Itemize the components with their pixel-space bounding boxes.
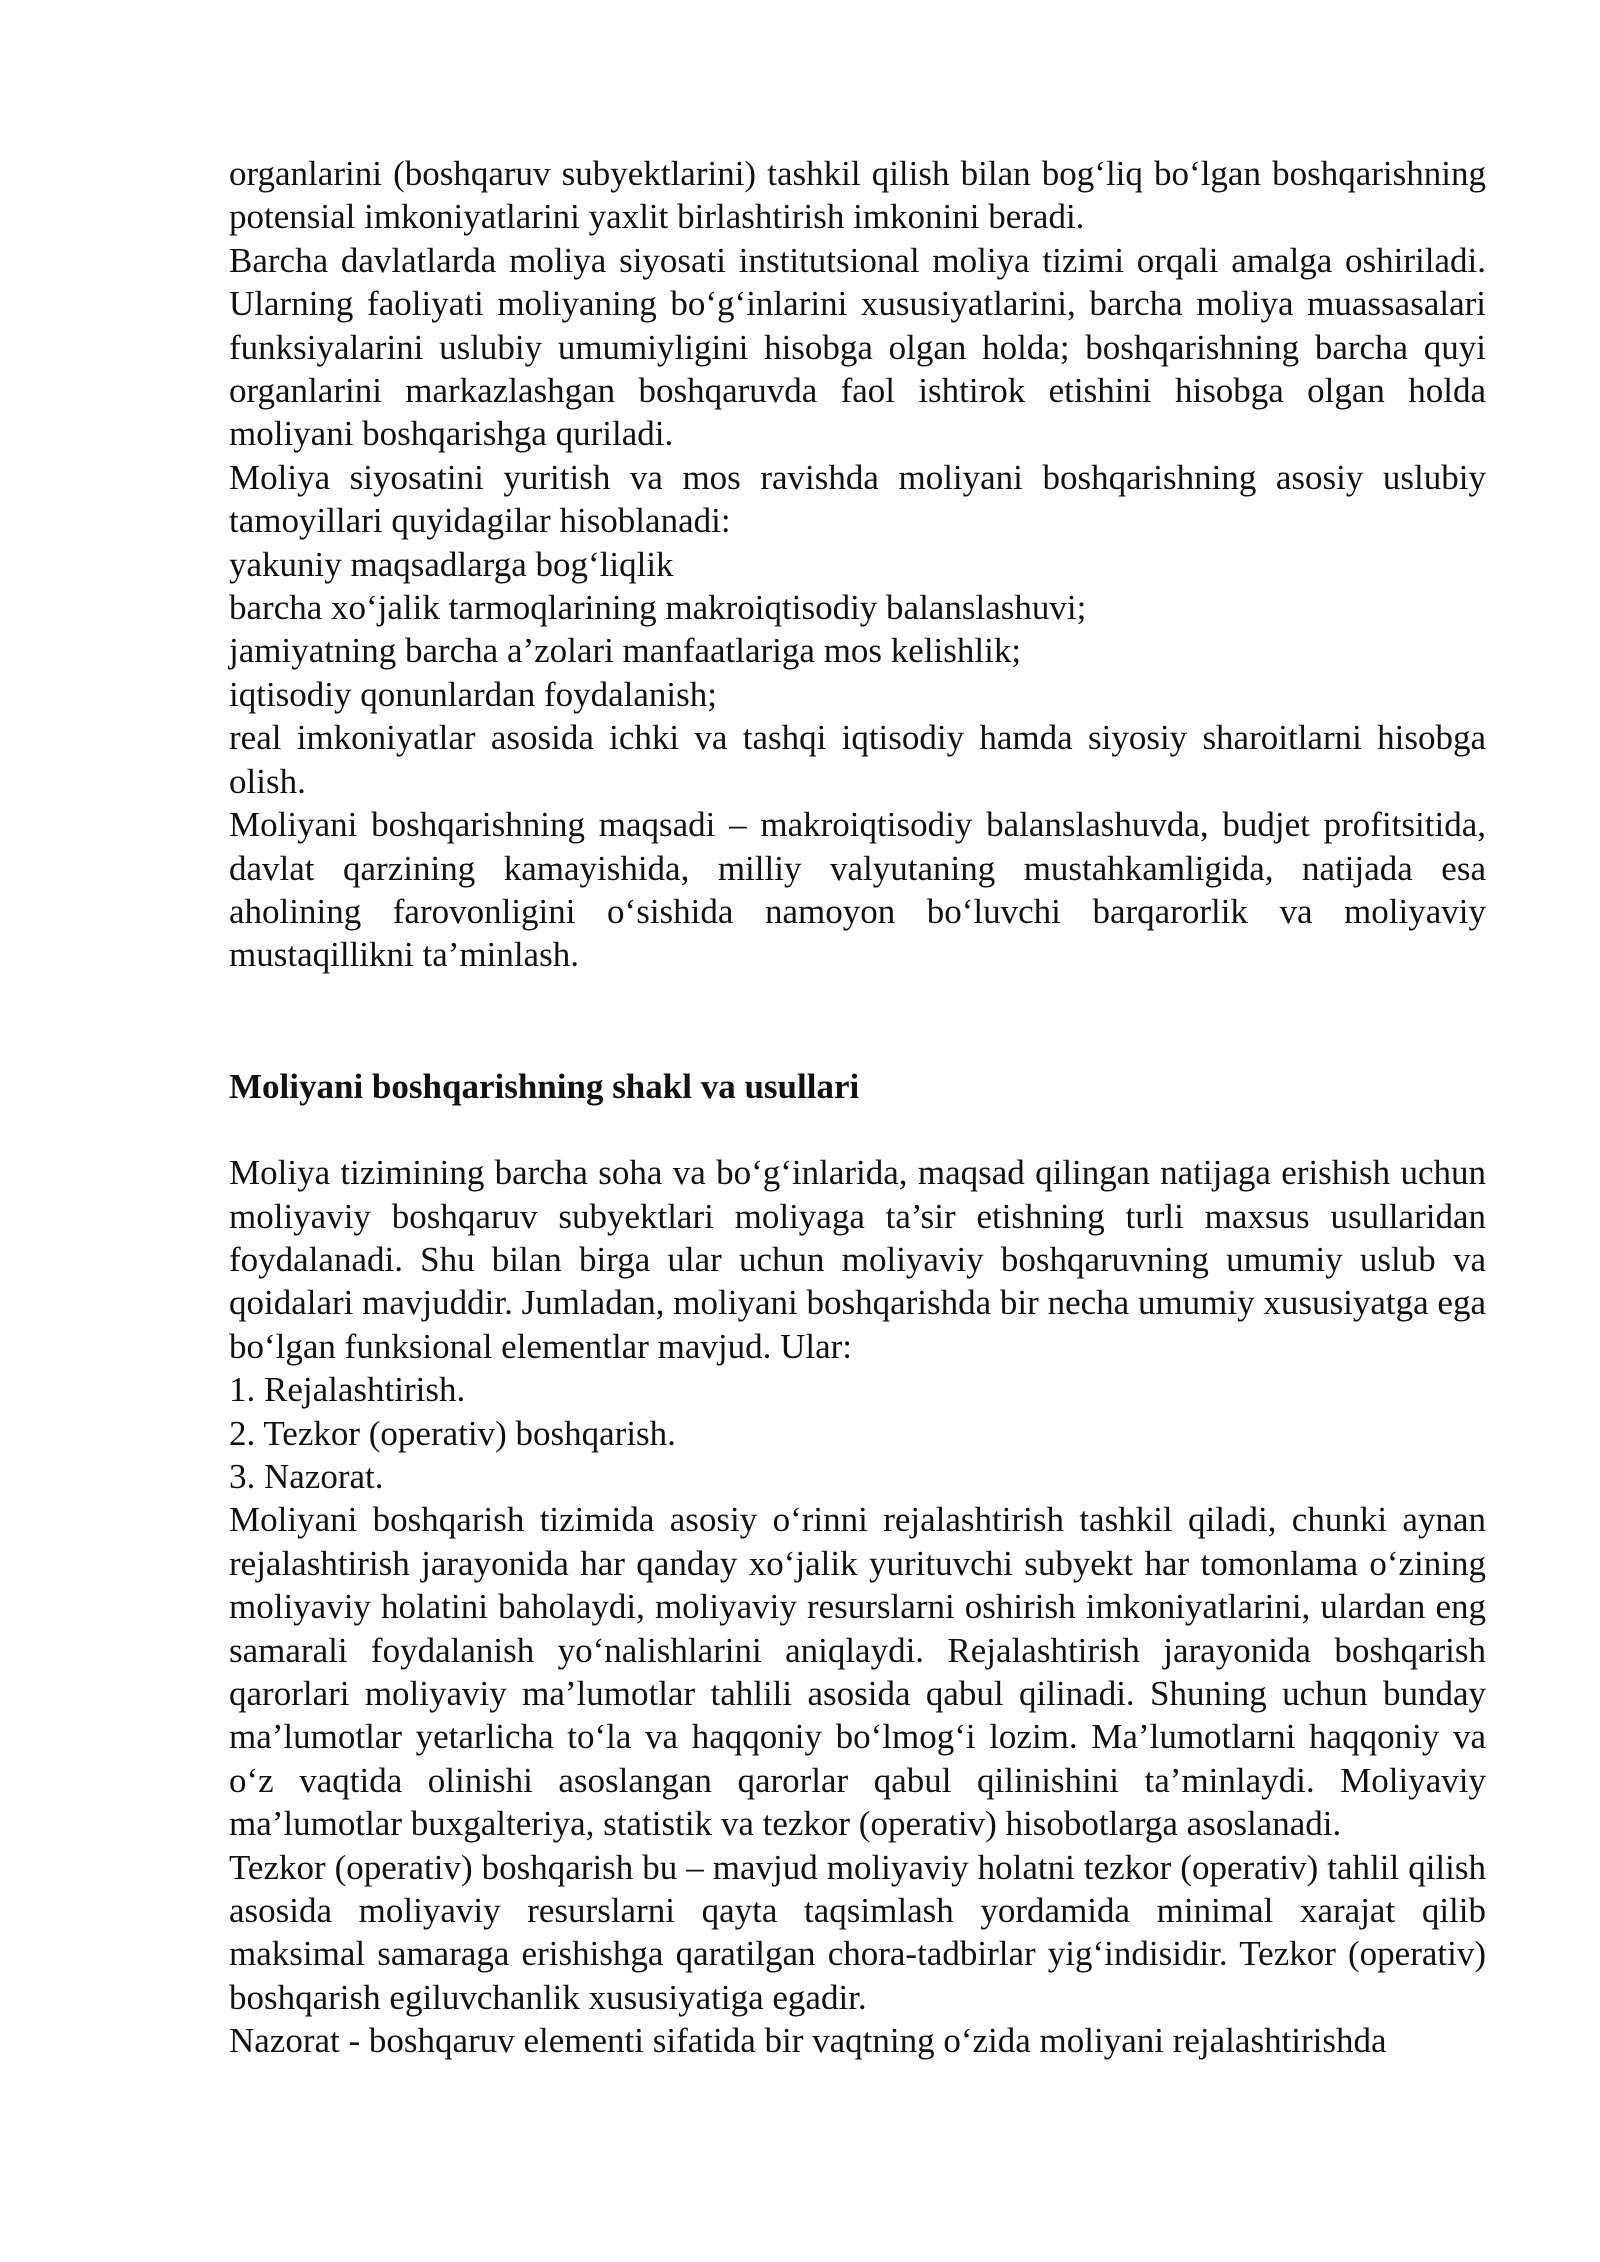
document-page (229, 152, 1486, 2063)
planning-paragraph: Moliyani boshqarish tizimida asosiy o‘rinni rejalashtirish tashkil qiladi, chunki aynan rejalashtirish jarayonida har qanday xo‘jalik yurituvchi subyekt har tomonlama o‘zining moliyaviy holatini baholaydi, moliyaviy resurslarni oshirish imkoniyatlarini, ulardan eng samarali foydalanish yo‘nalishlarini aniqlaydi. Rejalashtirish jarayonida boshqarish qarorlari moliyaviy ma’lumotlar tahlili asosida qabul qilinadi. Shuning uchun bunday ma’lumotlar yetarlicha to‘la va haqqoniy bo‘lmog‘i lozim. Ma’lumotlarni haqqoniy va o‘z vaqtida olinishi asoslangan qarorlar qabul qilinishini ta’minlaydi. Moliyaviy ma’lumotlar buxgalteriya, statistik va tezkor (operativ) hisobotlarga asoslanadi. (229, 1500, 1486, 1844)
operative-paragraph: Tezkor (operativ) boshqarish bu – mavjud moliyaviy holatni tezkor (operativ) tahlil qilish asosida moliyaviy resurslarni qayta taqsimlash yordamida minimal xarajat qilib maksimal samaraga erishishga qaratilgan chora-tadbirlar yig‘indisidir. Tezkor (operativ) boshqarish egiluvchanlik xususiyatiga egadir. (229, 1847, 1486, 2017)
intro-paragraph-3: Moliya siyosatini yuritish va mos ravishda moliyani boshqarishning asosiy uslubiy tamoyillari quyidagilar hisoblanadi: (229, 457, 1486, 541)
element-list-item: 2. Tezkor (operativ) boshqarish. (229, 1413, 676, 1453)
intro-paragraph-2: Barcha davlatlarda moliya siyosati institutsional moliya tizimi orqali amalga oshiriladi. Ularning faoliyati moliyaning bo‘g‘inlarini xususiyatlarini, barcha moliya muassasalari funksiyalarini uslubiy umumiyligini hisobga olgan holda; boshqarishning barcha quyi organlarini markazlashgan boshqaruvda faol ishtirok etishini hisobga olgan holda moliyani boshqarishga quriladi. (229, 240, 1486, 454)
intro-paragraph-1: organlarini (boshqaruv subyektlarini) tashkil qilish bilan bog‘liq bo‘lgan boshqarishning potensial imkoniyatlarini yaxlit birlashtirish imkonini beradi. (229, 154, 1486, 237)
control-paragraph: Nazorat - boshqaruv elementi sifatida bir vaqtning o‘zida moliyani rejalashtirishda (229, 2021, 1387, 2061)
element-list-item: 1. Rejalashtirish. (229, 1370, 466, 1410)
principle-item: iqtisodiy qonunlardan foydalanish; (229, 674, 717, 714)
principle-item: barcha xo‘jalik tarmoqlarining makroiqtisodiy balanslashuvi; (229, 588, 1087, 628)
section-heading: Moliyani boshqarishning shakl va usullari (229, 1066, 860, 1106)
principle-item: real imkoniyatlar asosida ichki va tashqi iqtisodiy hamda siyosiy sharoitlarni hisobga olish. (229, 718, 1486, 801)
goal-paragraph: Moliyani boshqarishning maqsadi – makroiqtisodiy balanslashuvda, budjet profitsitida, davlat qarzining kamayishida, milliy valyutaning mustahkamligida, natijada esa aholining farovonligini o‘sishida namoyon bo‘luvchi barqarorlik va moliyaviy mustaqillikni ta’minlash. (229, 805, 1486, 975)
section-intro-paragraph: Moliya tizimining barcha soha va bo‘g‘inlarida, maqsad qilingan natijaga erishish uchun moliyaviy boshqaruv subyektlari moliyaga ta’sir etishning turli maxsus usullaridan foydalanadi. Shu bilan birga ular uchun moliyaviy boshqaruvning umumiy uslub va qoidalari mavjuddir. Jumladan, moliyani boshqarishda bir necha umumiy xususiyatga ega bo‘lgan funksional elementlar mavjud. Ular: (229, 1153, 1486, 1366)
principle-item: jamiyatning barcha a’zolari manfaatlariga mos kelishlik; (229, 631, 1022, 671)
principle-item: yakuniy maqsadlarga bog‘liqlik (229, 544, 674, 584)
element-list-item: 3. Nazorat. (229, 1456, 384, 1496)
